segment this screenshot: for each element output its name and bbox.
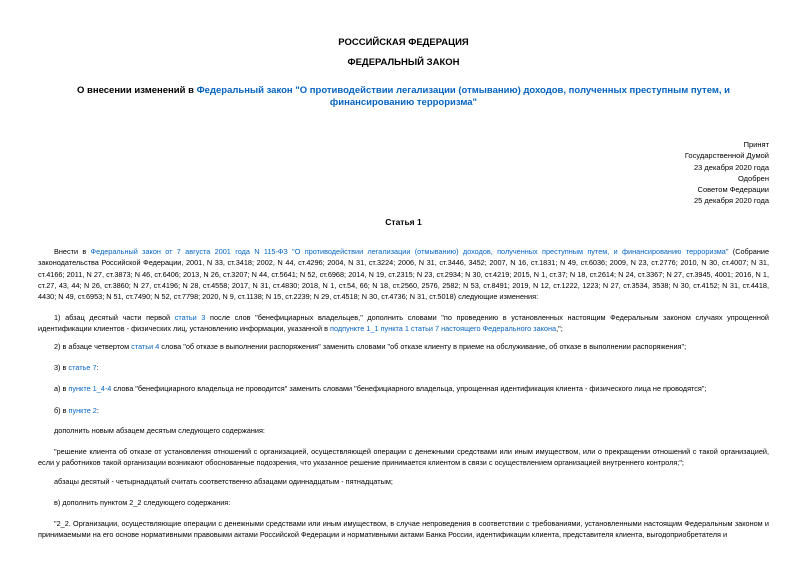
- pb-clause-link[interactable]: пункте 2: [68, 406, 97, 415]
- p2-article4-link[interactable]: статьи 4: [131, 342, 160, 351]
- accepted-label: Принят: [743, 140, 769, 149]
- intro-paragraph: [38, 246, 769, 302]
- approved-by: Советом Федерации: [697, 185, 769, 195]
- p3-article7-link[interactable]: статье 7: [68, 363, 97, 372]
- document-title: [60, 85, 747, 109]
- accepted-by: Государственной Думой: [684, 151, 769, 161]
- p2-start: 2) в абзаце четвертом: [54, 342, 132, 351]
- p1-start: 1) абзац десятый части первой: [54, 313, 175, 322]
- title-prefix: О внесении изменений в: [76, 85, 197, 96]
- intro-start: Внести в: [54, 247, 91, 256]
- title-law-link[interactable]: Федеральный закон "О противодействии легализации (отмыванию) доходов, полученных преступным путем, и финансированию терроризма": [196, 85, 730, 108]
- accepted-date: 23 декабря 2020 года: [693, 162, 769, 172]
- pa-clause-link[interactable]: пункте 1_4-4: [68, 384, 112, 393]
- intro-rest: (Собрание законодательства Российской Федерации, 2001, N 33, ст.3418; 2002, N 44, ст.4296; 2004, N 31, ст.3224; 2006, N 31, ст.3446, 3452; 2007, N 16, ст.1831; N 49, ст.6036; 2009, N 23, ст.2776; 2010, N 30, ст.4007; N 31, ст.4166; 2011, N 27, ст.3873; N 46, ст.6406; 2013, N 26, ст.3207; N 44, ст.5641; N 52, ст.6968; 2014, N 19, ст.2315; N 23, ст.2934; N 30, ст.4219; 2015, N 1, ст.37; N 18, ст.2614; N 24, ст.3367; N 27, ст.3945, 4001; 2016, N 1, ст.27, 43, 44; N 26, ст.3860; N 27, ст.4196; N 28, ст.4558; 2017, N 31, ст.4830; 2018, N 1, ст.54, 66; N 18, ст.2560, 2576, 2582; N 53, ст.8491; 2019, N 12, ст.1222, 1223; N 27, ст.3534, 3538; N 30, ст.4152; N 31, ст.4418, 4430; N 49, ст.6953; N 51, ст.7490; N 52, ст.7798; 2020, N 9, ст.1138; N 15, ст.2239; N 29, ст.4518; N 30, ст.4736; N 31, ст.5018) следующие изменения:: [38, 247, 770, 302]
- paragraph-3: [38, 362, 769, 373]
- paragraph-v: в) дополнить пунктом 2_2 следующего содержания:: [54, 498, 231, 507]
- adoption-block: [685, 139, 769, 207]
- paragraph-2-2: "2_2. Организации, осуществляющие операции с денежными средствами или иным имуществом, в случае непроведения в соответствии с требованиями, установленными настоящим Федеральным законом и принимаемыми на его основе нормативными правовыми актами Российской Федерации и нормативными актами Банка России, идентификации клиента, представителя клиента, выгодоприобретателя и: [38, 519, 769, 540]
- pa-start: а) в: [54, 384, 69, 393]
- approved-label: Одобрен: [738, 173, 769, 183]
- pb-start: б) в: [54, 406, 69, 415]
- p1-end: ,";: [556, 324, 563, 334]
- paragraph-renumber: абзацы десятый - четырнадцатый считать соответственно абзацами одиннадцатым - пятнадцатым;: [54, 477, 393, 486]
- paragraph-new-abzac: дополнить новым абзацем десятым следующего содержания:: [54, 426, 265, 435]
- paragraph-a: [38, 383, 769, 394]
- pb-end: :: [96, 406, 99, 415]
- paragraph-1: [38, 312, 769, 335]
- article-title: Статья 1: [385, 217, 422, 227]
- p2-end: слова "об отказе в выполнении распоряжения" заменить словами "об отказе клиенту в приеме на обслуживание, об отказе в выполнении распоряжения";: [159, 342, 687, 351]
- paragraph-2: [38, 341, 769, 352]
- country-heading: РОССИЙСКАЯ ФЕДЕРАЦИЯ: [338, 37, 469, 48]
- paragraph-quote: "решение клиента об отказе от установления отношений с организацией, осуществляющей операции с денежными средствами или иным имуществом, или о прекращении отношений с такой организацией, если у работников такой организации возникают обоснованные подозрения, что указанное решение принимается клиентом в связи с осуществлением организацией внутреннего контроля;";: [38, 447, 769, 468]
- intro-law-link[interactable]: Федеральный закон от 7 августа 2001 года N 115-ФЗ "О противодействии легализации (отмыванию) доходов, полученных преступным путем, и финансированию терроризма": [90, 247, 729, 256]
- law-type-heading: ФЕДЕРАЛЬНЫЙ ЗАКОН: [347, 57, 460, 68]
- p3-end: :: [96, 363, 99, 372]
- p1-mid: после слов "бенефициарных владельцев," дополнить словами "по проведению в установленных настоящим Федеральным законом случаях упрощенной идентификации клиентов - физических лиц, установлению информации, указанной в: [38, 313, 769, 334]
- p1-subclause-link[interactable]: подпункте 1_1 пункта 1 статьи 7 настоящего Федерального закона: [330, 324, 557, 334]
- pa-end: слова "бенефициарного владельца не проводится" заменить словами "бенефициарного владельца, упрощенная идентификация клиента - физического лица не проводятся";: [111, 384, 707, 393]
- p3-start: 3) в: [54, 363, 69, 372]
- approved-date: 25 декабря 2020 года: [693, 196, 769, 206]
- paragraph-b: [38, 405, 769, 416]
- p1-article3-link[interactable]: статьи 3: [174, 313, 206, 322]
